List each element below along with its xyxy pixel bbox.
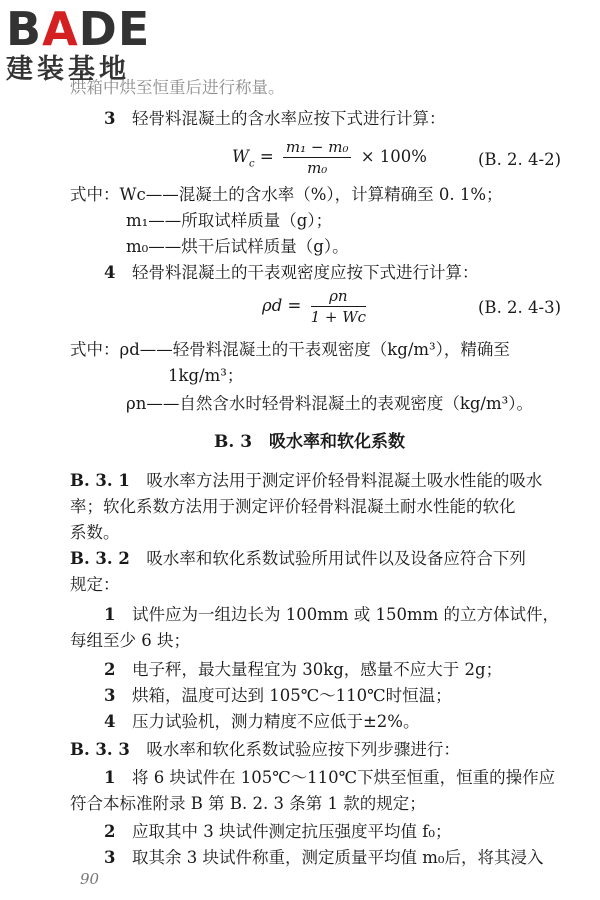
formula-dry-density: ρd = $\frac{\rho n}{1 + Wc}$ <box>262 287 367 326</box>
formula-moisture-content: $W_c$ = $\frac{\text{m₁ − m₀}}{\text{m₀}}$ × 100% <box>232 138 427 177</box>
clause: B. 3. 1 吸水率方法用于测定评价轻骨料混凝土吸水性能的吸水 <box>70 471 543 490</box>
section-title: B. 3 吸水率和软化系数 <box>214 432 406 452</box>
equation-number: (B. 2. 4-3) <box>478 298 562 317</box>
list-item: 1 试件应为一组边长为 100mm 或 150mm 的立方体试件， <box>104 605 560 624</box>
list-item: 2 应取其中 3 块试件测定抗压强度平均值 f₀； <box>104 822 452 841</box>
text-line: 规定： <box>70 575 120 594</box>
clause: B. 3. 3 吸水率和软化系数试验应按下列步骤进行： <box>70 740 460 759</box>
list-item: 3 取其余 3 块试件称重，测定质量平均值 m₀后，将其浸入 <box>104 848 544 867</box>
list-item: 2 电子秤，最大量程宜为 30kg，感量不应大于 2g； <box>104 660 503 679</box>
text-line: 符合本标准附录 B 第 B. 2. 3 条第 1 款的规定； <box>70 794 426 813</box>
list-item: 3 轻骨料混凝土的含水率应按下式进行计算： <box>104 109 446 128</box>
brand-logo <box>6 2 186 88</box>
equation-number: (B. 2. 4-2) <box>478 150 562 169</box>
brand-subtitle: 建装基地 <box>6 54 130 85</box>
text-line: 烘箱中烘至恒重后进行称量。 <box>70 78 285 97</box>
text-line: 1kg/m³； <box>168 366 244 385</box>
text-line: 每组至少 6 块； <box>70 631 190 650</box>
text-line: m₀——烘干后试样质量（g）。 <box>126 237 349 256</box>
list-item: 3 烘箱，温度可达到 105℃～110℃时恒温； <box>104 686 452 705</box>
page-number: 90 <box>80 870 100 888</box>
brand-wordmark: BADE <box>6 2 151 56</box>
list-item: 4 压力试验机，测力精度不应低于±2%。 <box>104 712 420 731</box>
clause: B. 3. 2 吸水率和软化系数试验所用试件以及设备应符合下列 <box>70 549 526 568</box>
text-line: m₁——所取试样质量（g）； <box>126 211 333 230</box>
text-line: 率；软化系数方法用于测定评价轻骨料混凝土耐水性能的软化 <box>70 497 516 516</box>
text-line: 系数。 <box>70 523 120 542</box>
text-line: 式中：Wc——混凝土的含水率（%），计算精确至 0. 1%； <box>70 185 503 204</box>
text-line: ρn——自然含水时轻骨料混凝土的表观密度（kg/m³）。 <box>126 394 533 413</box>
text-line: 式中：ρd——轻骨料混凝土的干表观密度（kg/m³），精确至 <box>70 340 510 359</box>
list-item: 1 将 6 块试件在 105℃～110℃下烘至恒重，恒重的操作应 <box>104 768 556 787</box>
list-item: 4 轻骨料混凝土的干表观密度应按下式进行计算： <box>104 263 479 282</box>
